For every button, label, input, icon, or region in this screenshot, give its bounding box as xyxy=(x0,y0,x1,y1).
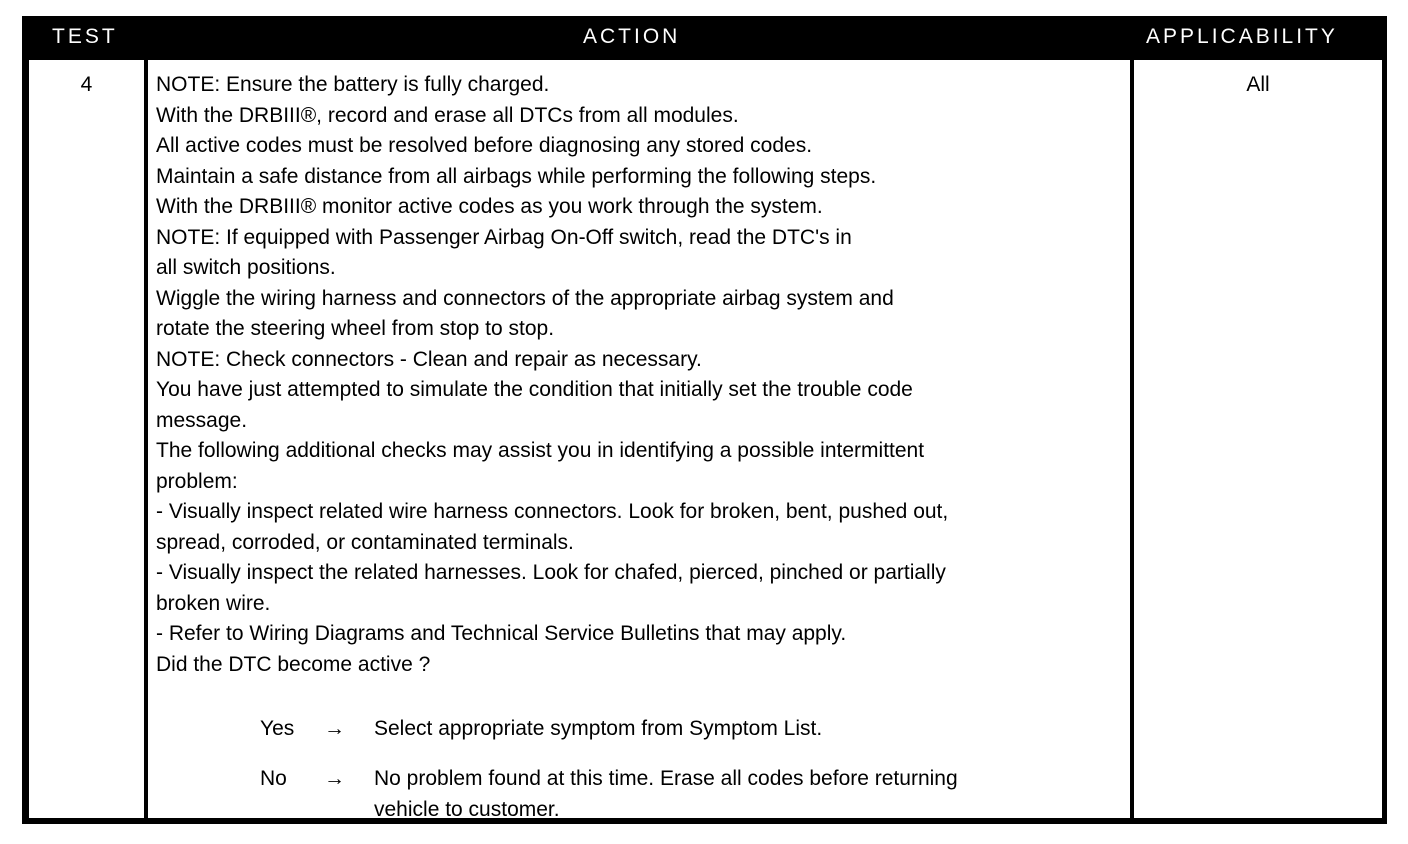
action-line: The following additional checks may assist you in identifying a possible intermittent xyxy=(156,439,925,462)
action-line: All active codes must be resolved before diagnosing any stored codes. xyxy=(156,134,813,157)
action-line: broken wire. xyxy=(156,591,271,615)
header-test: TEST xyxy=(52,25,118,48)
action-line: With the DRBIII® monitor active codes as you work through the system. xyxy=(156,195,823,218)
applicability-cell xyxy=(1134,60,1382,818)
arrow-right-icon: → xyxy=(324,767,345,790)
answer-yes-label: Yes xyxy=(260,717,295,740)
action-cell xyxy=(148,60,1130,821)
action-line: NOTE: Check connectors - Clean and repair as necessary. xyxy=(156,347,702,371)
action-line: problem: xyxy=(156,469,238,493)
answer-no-line: vehicle to customer. xyxy=(374,797,560,821)
action-line: You have just attempted to simulate the condition that initially set the trouble code xyxy=(156,378,913,401)
test-number: 4 xyxy=(80,73,93,96)
action-line: NOTE: If equipped with Passenger Airbag On-Off switch, read the DTC's in xyxy=(156,225,852,249)
action-line: all switch positions. xyxy=(156,256,336,279)
action-line: rotate the steering wheel from stop to stop. xyxy=(156,317,555,340)
action-line: spread, corroded, or contaminated terminals. xyxy=(156,530,574,554)
action-text xyxy=(156,70,1122,680)
diagnostic-table xyxy=(22,16,1387,824)
answer-yes-text xyxy=(374,714,822,745)
table-header xyxy=(22,16,1387,58)
answer-no-line: No problem found at this time. Erase all codes before returning xyxy=(374,767,958,790)
action-line: Maintain a safe distance from all airbags while performing the following steps. xyxy=(156,164,877,188)
answer-yes-line: Select appropriate symptom from Symptom List. xyxy=(374,717,823,740)
action-line: Wiggle the wiring harness and connectors of the appropriate airbag system and xyxy=(156,286,894,310)
applicability-value: All xyxy=(1246,73,1270,96)
answer-no-label: No xyxy=(260,767,287,790)
action-line: - Visually inspect related wire harness connectors. Look for broken, bent, pushed out, xyxy=(156,500,949,523)
action-line: - Visually inspect the related harnesses. Look for chafed, pierced, pinched or partially xyxy=(156,561,946,584)
action-line: - Refer to Wiring Diagrams and Technical Service Bulletins that may apply. xyxy=(156,622,847,645)
arrow-right-icon: → xyxy=(324,717,345,740)
test-cell xyxy=(29,60,144,818)
answer-no-text xyxy=(374,764,958,825)
action-line: NOTE: Ensure the battery is fully charged. xyxy=(156,73,550,96)
action-line: With the DRBIII®, record and erase all DTCs from all modules. xyxy=(156,103,739,127)
action-line: Did the DTC become active ? xyxy=(156,652,431,676)
header-action: ACTION xyxy=(583,25,681,48)
action-line: message. xyxy=(156,408,248,432)
header-applicability: APPLICABILITY xyxy=(1146,25,1338,48)
